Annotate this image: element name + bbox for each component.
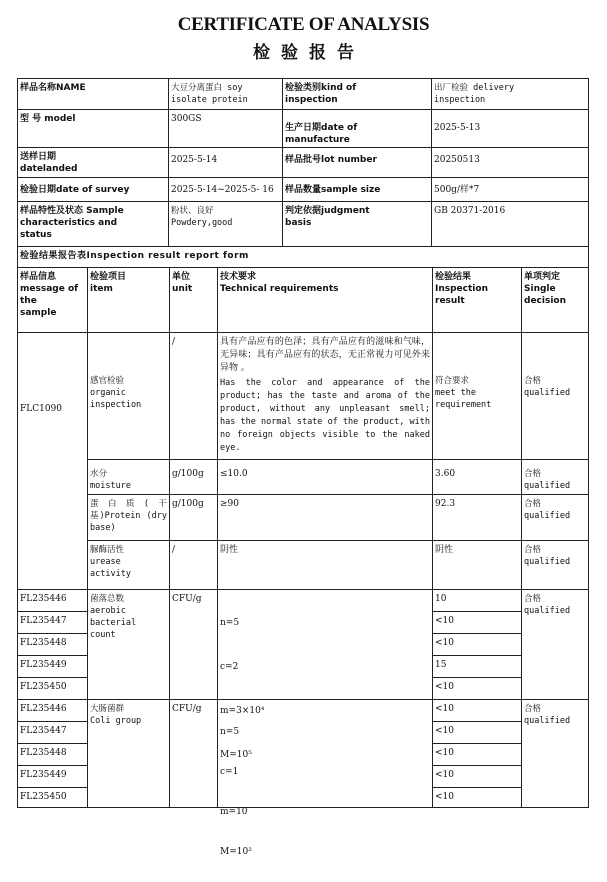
tech-line: m=10 [220,807,248,817]
model-label: 型 号 model [18,110,169,148]
certificate-table [17,78,589,857]
result-value: <10 [433,766,521,788]
item-coli: 大肠菌群 Coli group [88,700,170,807]
unit-organic: / [170,333,218,460]
decision-moisture: 合格 qualified [522,460,588,495]
lot-label: 样品批号lot number [283,148,432,178]
tech-urease: 阴性 [218,541,433,590]
result-organic: 符合要求 meet the requirement [433,333,522,460]
kind-label: 检验类别kind of inspection [283,79,432,110]
tech-line: M=10⁵ [220,750,252,760]
micro2-samples [18,700,88,807]
col-item: 检验项目 item [88,268,170,333]
report-form-title: 检验结果报告表Inspection result report form [18,247,588,268]
unit-aerobic: CFU/g [170,590,218,700]
sample-code: FL235447 [18,722,87,744]
unit-urease: / [170,541,218,590]
size-value: 500g/样*7 [432,178,588,202]
result-value: <10 [435,792,454,802]
sample-code: FL235450 [20,682,67,692]
result-value: <10 [435,682,454,692]
col-unit: 单位 unit [170,268,218,333]
sample-code: FL235450 [20,792,67,802]
result-protein: 92.3 [433,495,522,541]
col-tech: 技术要求 Technical requirements [218,268,433,333]
decision-urease: 合格 qualified [522,541,588,590]
sample-id-cell: FLC1090 [18,333,88,590]
tech-line: M=10² [220,847,252,857]
sample-name-value: 大豆分离蛋白 soy isolate protein [169,79,283,110]
landed-label: 送样日期 datelanded [18,148,169,178]
item-moisture: 水分 moisture [88,460,170,495]
sample-code: FL235448 [18,744,87,766]
tech-coli [218,700,433,857]
sample-code: FL235447 [18,612,87,634]
decision-coli: 合格 qualified [524,704,571,726]
kind-value: 出厂检验 delivery inspection [432,79,588,110]
item-aerobic: 菌落总数 aerobic bacterial count [88,590,170,700]
unit-coli: CFU/g [170,700,218,807]
characteristics-label: 样品特性及状态 Sample characteristics and status [18,202,169,247]
results-aerobic [433,590,522,700]
item-urease: 脲酶活性 urease activity [88,541,170,590]
decision-organic: 合格 qualified [522,333,588,460]
model-value: 300GS [169,110,283,148]
tech-line: n=5 [220,727,240,737]
col-sample-info: 样品信息 message of the sample [18,268,88,333]
certificate-title: CERTIFICATE OF ANALYSIS [177,14,430,35]
sample-code: FL235448 [18,634,87,656]
result-moisture: 3.60 [433,460,522,495]
survey-label: 检验日期date of survey [18,178,169,202]
result-value: 15 [433,656,521,678]
results-coli [433,700,522,807]
size-label: 样品数量sample size [283,178,432,202]
sample-code: FL235449 [18,656,87,678]
tech-line: c=2 [220,662,239,672]
decision-protein: 合格 qualified [522,495,588,541]
tech-line: n=5 [220,618,240,628]
basis-value: GB 20371-2016 [432,202,588,247]
mfg-date-value: 2025-5-13 [432,110,588,148]
sample-code: FL235446 [18,700,87,722]
mfg-date-label: 生产日期date of manufacture [283,110,432,148]
tech-protein: ≥90 [218,495,433,541]
sample-code: FL235446 [18,590,87,612]
tech-organic-en: Has the color and appearance of the product; has the taste and aroma of the product, without any unpleasant smell; has the normal state of the product, with no foreign objects visible to the naked eye. [220,378,430,453]
item-organic: 感官检验 organic inspection [88,333,170,460]
tech-line: c=1 [220,767,239,777]
result-value: <10 [433,744,521,766]
result-value: <10 [433,700,521,722]
col-decision: 单项判定 Single decision [522,268,588,333]
characteristics-value: 粉状、良好 Powdery,good [169,202,283,247]
tech-organic [218,333,433,460]
basis-label: 判定依据judgment basis [283,202,432,247]
result-urease: 阴性 [433,541,522,590]
sample-name-label: 样品名称NAME [18,79,169,110]
tech-aerobic [218,590,433,760]
tech-organic-cn: 具有产品应有的色泽；具有产品应有的滋味和气味，无异味；具有产品应有的状态，无正常视力可见外来异物 。 [220,337,430,373]
unit-moisture: g/100g [170,460,218,495]
decision-aerobic: 合格 qualified [522,590,588,700]
col-result: 检验结果 Inspection result [433,268,522,333]
result-value: <10 [433,634,521,656]
survey-value: 2025-5-14~2025-5- 16 [169,178,283,202]
landed-value: 2025-5-14 [169,148,283,178]
result-value: <10 [433,612,521,634]
result-value: 10 [433,590,521,612]
item-protein: 蛋白质(干基)Protein (dry base) [88,495,170,541]
certificate-title-cn: 检验报告 [253,43,365,63]
sample-code: FL235449 [18,766,87,788]
lot-value: 20250513 [432,148,588,178]
tech-line: m=3×10⁴ [220,706,265,716]
unit-protein: g/100g [170,495,218,541]
micro1-samples [18,590,88,700]
tech-moisture: ≤10.0 [218,460,433,495]
result-value: <10 [433,722,521,744]
